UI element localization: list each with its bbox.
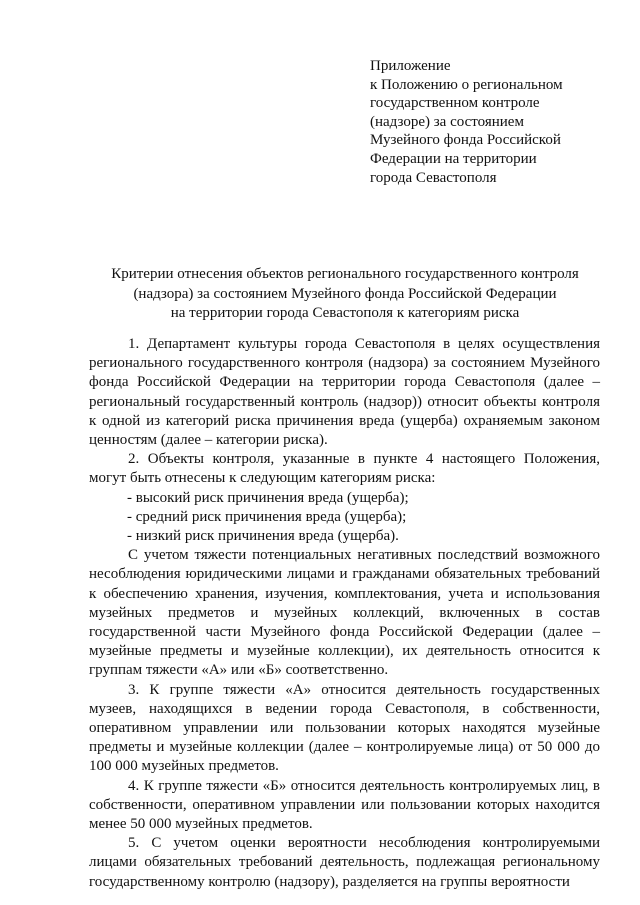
document-title	[70, 265, 620, 324]
paragraph-3: 3. К группе тяжести «А» относится деятельность государственных музеев, находящихся в ведении города Севастополя, в собственности, оперативном управлении или пользовании которых находятся музейные предметы и музейные коллекции (далее – контролируемые лица) от 50 000 до 100 000 музейных предметов.	[89, 681, 600, 775]
appendix-line: Федерации на территории	[370, 150, 537, 167]
title-line: Критерии отнесения объектов регионального государственного контроля	[111, 266, 579, 282]
paragraph-2: 2. Объекты контроля, указанные в пункте 4 настоящего Положения, могут быть отнесены к следующим категориям риска:	[89, 451, 600, 487]
paragraph-severity-groups: С учетом тяжести потенциальных негативных последствий возможного несоблюдения юридическими лицами и гражданами обязательных требований к обеспечению хранения, изучения, комплектования, учета и использования музейных предметов и музейных коллекций, включенных в состав государственной части Музейного фонда Российской Федерации (далее – музейные предметы и музейные коллекции), их деятельность относится к группам тяжести «А» или «Б» соответственно.	[89, 547, 600, 679]
risk-category-high: - высокий риск причинения вреда (ущерба);	[127, 489, 409, 506]
appendix-line: государственном контроле	[370, 95, 540, 112]
title-line: на территории города Севастополя к категориям риска	[170, 305, 520, 321]
risk-category-low: - низкий риск причинения вреда (ущерба).	[127, 528, 399, 545]
document-body	[89, 335, 600, 892]
appendix-header	[370, 57, 610, 187]
appendix-line: к Положению о региональном	[370, 76, 563, 93]
paragraph-5: 5. С учетом оценки вероятности несоблюдения контролируемыми лицами обязательных требований деятельность, подлежащая региональному государственному контролю (надзору), разделяется на группы вероятности	[89, 835, 600, 890]
paragraph-1: 1. Департамент культуры города Севастополя в целях осуществления регионального государственного контроля (надзора) за состоянием Музейного фонда Российской Федерации на территории города Севастополя (далее – региональный государственный контроль (надзор)) относит объекты контроля к одной из категорий риска причинения вреда (ущерба) охраняемым законом ценностям (далее – категории риска).	[89, 336, 600, 449]
appendix-line: Музейного фонда Российской	[370, 132, 561, 149]
title-line: (надзора) за состоянием Музейного фонда Российской Федерации	[133, 285, 557, 302]
paragraph-4: 4. К группе тяжести «Б» относится деятельность контролируемых лиц, в собственности, оперативном управлении или пользовании которых находится менее 50 000 музейных предметов.	[89, 777, 600, 833]
appendix-line: города Севастополя	[370, 169, 497, 186]
appendix-line: Приложение	[370, 58, 451, 74]
appendix-line: (надзоре) за состоянием	[370, 113, 524, 130]
risk-category-medium: - средний риск причинения вреда (ущерба);	[127, 508, 407, 525]
